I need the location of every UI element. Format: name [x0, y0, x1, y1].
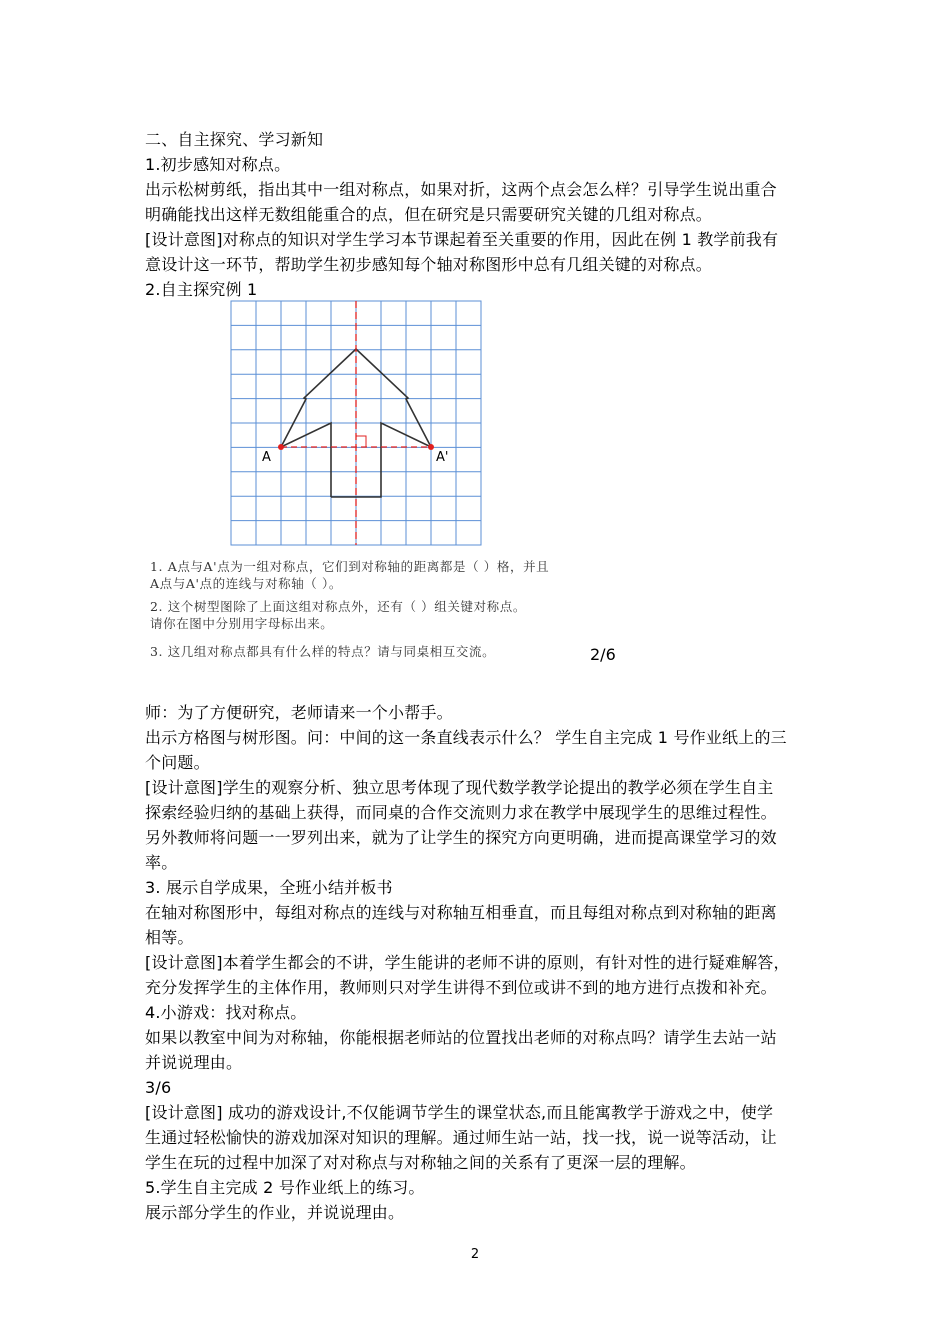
right-angle-marker [356, 436, 366, 447]
paragraph-line: 出示方格图与树形图。问：中间的这一条直线表示什么？ 学生自主完成 1 号作业纸上的三 [145, 728, 787, 747]
point-a [278, 444, 284, 450]
question-3: 3. 这几组对称点都具有什么样的特点？请与同桌相互交流。 [150, 644, 496, 659]
paragraph-line: [设计意图]学生的观察分析、独立思考体现了现代数学教学论提出的教学必须在学生自主 [145, 778, 774, 797]
paragraph-line: 意设计这一环节，帮助学生初步感知每个轴对称图形中总有几组关键的对称点。 [145, 255, 713, 274]
paragraph-line: 如果以教室中间为对称轴，你能根据老师站的位置找出老师的对称点吗？请学生去站一站 [145, 1028, 777, 1047]
subheading-4: 4.小游戏：找对称点。 [145, 1003, 307, 1022]
label-a-prime: A' [436, 450, 449, 465]
paragraph-line: [设计意图]对称点的知识对学生学习本节课起着至关重要的作用，因此在例 1 教学前我有 [145, 230, 779, 249]
subheading-3: 3. 展示自学成果，全班小结并板书 [145, 878, 393, 897]
question-2-line-1: 2. 这个树型图除了上面这组对称点外，还有（ ）组关键对称点。 [150, 599, 526, 614]
label-a: A [262, 450, 271, 465]
paragraph-line: 在轴对称图形中，每组对称点的连线与对称轴互相垂直，而且每组对称点到对称轴的距离 [145, 903, 777, 922]
subheading-1: 1.初步感知对称点。 [145, 155, 291, 174]
paragraph-line: 相等。 [145, 928, 194, 947]
paragraph-line: 明确能找出这样无数组能重合的点，但在研究是只需要研究关键的几组对称点。 [145, 205, 713, 224]
paragraph-line: 出示松树剪纸，指出其中一组对称点，如果对折，这两个点会怎么样？引导学生说出重合 [145, 180, 777, 199]
paragraph-line: 学生在玩的过程中加深了对对称点与对称轴之间的关系有了更深一层的理解。 [145, 1153, 696, 1172]
paragraph-line: 另外教师将问题一一罗列出来，就为了让学生的探究方向更明确，进而提高课堂学习的效 [145, 828, 777, 847]
page-number: 2 [470, 1247, 480, 1262]
paragraph-line: 展示部分学生的作业，并说说理由。 [145, 1203, 405, 1222]
paragraph-line: 探索经验归纳的基础上获得，而同桌的合作交流则力求在教学中展现学生的思维过程性。 [145, 803, 777, 822]
page-marker-2-6: 2/6 [590, 645, 616, 664]
paragraph-line: 师：为了方便研究，老师请来一个小帮手。 [145, 703, 453, 722]
paragraph-line: 并说说理由。 [145, 1053, 243, 1072]
question-2-line-2: 请你在图中分别用字母标出来。 [150, 616, 334, 631]
subheading-2: 2.自主探究例 1 [145, 280, 258, 299]
question-1-line-2: A点与A'点的连线与对称轴（ ）。 [150, 576, 342, 591]
paragraph-line: 率。 [145, 853, 178, 872]
paragraph-line: 充分发挥学生的主体作用，教师则只对学生讲得不到位或讲不到的地方进行点拨和补充。 [145, 978, 777, 997]
paragraph-line: [设计意图]本着学生都会的不讲，学生能讲的老师不讲的原则，有针对性的进行疑难解答， [145, 953, 790, 972]
point-a-prime [428, 444, 434, 450]
grid-svg [228, 298, 484, 548]
paragraph-line: 生通过轻松愉快的游戏加深对知识的理解。通过师生站一站，找一找，说一说等活动，让 [145, 1128, 777, 1147]
page-marker-3-6: 3/6 [145, 1078, 172, 1097]
grid-figure [228, 298, 484, 548]
subheading-5: 5.学生自主完成 2 号作业纸上的练习。 [145, 1178, 425, 1197]
section-heading: 二、自主探究、学习新知 [145, 130, 324, 149]
question-1-line-1: 1. A点与A'点为一组对称点，它们到对称轴的距离都是（ ）格，并且 [150, 559, 550, 574]
paragraph-line: [设计意图] 成功的游戏设计,不仅能调节学生的课堂状态,而且能寓教学于游戏之中，使学 [145, 1103, 774, 1122]
paragraph-line: 个问题。 [145, 753, 210, 772]
